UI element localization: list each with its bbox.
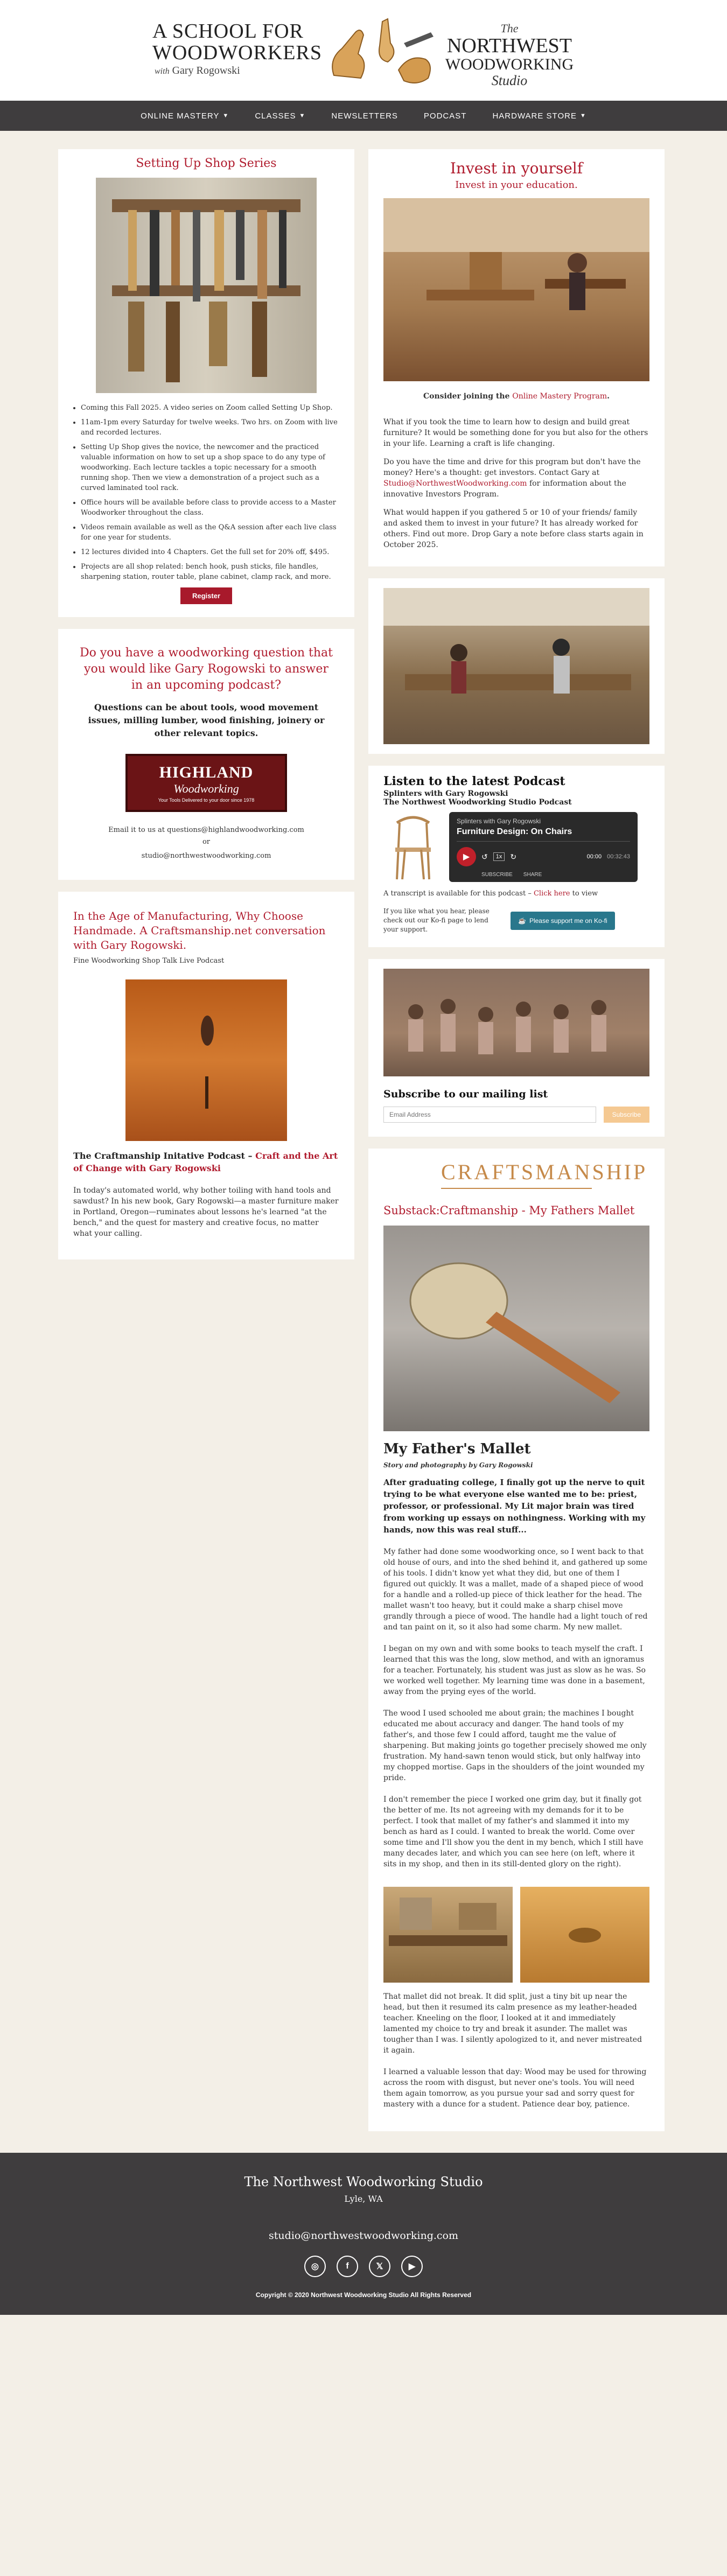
craftsmanship-body: In today's automated world, why bother toiling with hand tools and sawdust? In his new book, Gary Rogowski—a master furniture maker in Portland, Oregon—ruminates about lessons he's learned "at the bench," and the quest for mastery and creative focus, no matter what your calling. — [73, 1186, 339, 1238]
subscribe-link[interactable]: SUBSCRIBE — [481, 872, 513, 878]
question-or: or — [202, 838, 211, 846]
article-lead: After graduating college, I finally got up the nerve to quit trying to be what everyone else wanted me to be: priest, professor, or professional. My Lit major brain was tired from working up essays on nothingness. Working with my hands, now this was real stuff... — [383, 1478, 646, 1535]
list-item: • Videos remain available as well as the Q&A session after each live class for one year for students. — [81, 522, 339, 543]
chevron-down-icon: ▼ — [222, 113, 229, 119]
setup-shop-card — [58, 149, 354, 617]
article-paragraph: That mallet did not break. It did split, just a tiny bit up near the head, but then it resumed its calm presence as my leather-headed teacher. Kneeling on the floor, I looked at it and immediately lamented my choice to try and break it asunder. The mallet was tougher than I was. I silently apologized to it, and never mistreated it again. — [383, 1992, 642, 2055]
invest-paragraph-3: What would happen if you gathered 5 or 10 of your friends/ family and asked them to invest in your future? It has already worked for others. Find out more. Drop Gary a note before class starts again in October 2025. — [383, 508, 644, 549]
latest-podcast-card — [368, 766, 665, 947]
support-text: If you like what you hear, please check out our Ko-fi page to lend your support. — [383, 907, 490, 933]
podcast-show-name: Splinters with Gary Rogowski — [383, 789, 508, 798]
coffee-cup-icon: ☕ — [518, 916, 526, 925]
consider-line: Consider joining the Online Mastery Program. — [423, 392, 610, 401]
social-links — [0, 2256, 727, 2277]
nav-hardware-store[interactable]: HARDWARE STORE ▼ — [492, 111, 586, 121]
chevron-down-icon: ▼ — [299, 113, 306, 119]
tool-rack-image — [96, 178, 317, 393]
logo-northwest: NORTHWEST — [446, 34, 572, 57]
logo-line1: A SCHOOL FOR — [152, 20, 304, 43]
list-item: • Setting Up Shop gives the novice, the newcomer and the practiced valuable information on how to set up a shop space to do any type of woodworking. Each lecture tackles a topic necessary for a smooth running shop. Then we view a demonstration of a project such as a curved laminated tool rack. — [81, 442, 339, 493]
craftsmanship-caption: The Craftmanship Initative Podcast – Craft and the Art of Change with Gary Rogowski — [73, 1151, 338, 1173]
craftsmanship-podcast-title[interactable]: In the Age of Manufacturing, Why Choose Handmade. A Craftsmanship.net conversation with Gary Rogowski. — [73, 909, 326, 951]
article-paragraph: I began on my own and with some books to teach myself the craft. I learned that this was the long, slow method, and with an ignoramus for a teacher. Fortunately, his student was just as slow as he was. So we worked well together. My learning time was done in a basement, away from the prying eyes of the world. — [383, 1644, 646, 1696]
question-card — [58, 629, 354, 880]
logo-line3: with Gary Rogowski — [155, 65, 240, 76]
forward-icon[interactable]: ↻ — [510, 852, 517, 861]
setup-shop-title: Setting Up Shop Series — [136, 157, 277, 170]
instagram-icon[interactable]: ◎ — [304, 2256, 326, 2277]
logo-the: The — [500, 22, 519, 35]
craftsmanship-logo: CRAFTSMANSHIP — [441, 1159, 592, 1189]
invest-paragraph-1: What if you took the time to learn how to design and build great furniture? It would be something done for you but also for the others in your life. Learning a craft is life changing. — [383, 418, 648, 448]
twitter-icon[interactable]: 𝕏 — [369, 2256, 390, 2277]
list-item: • 12 lectures divided into 4 Chapters. Get the full set for 20% off, $495. — [81, 547, 339, 557]
article-title: My Father's Mallet — [383, 1441, 531, 1457]
article-byline: Story and photography by Gary Rogowski — [383, 1461, 533, 1469]
hands-illustration — [318, 11, 442, 92]
workshop-classroom-image — [383, 588, 649, 744]
copyright: Copyright © 2020 Northwest Woodworking Studio All Rights Reserved — [255, 2291, 472, 2299]
bench-shop-image — [383, 1887, 513, 1983]
workshop-photo-card — [368, 578, 665, 754]
kofi-button[interactable]: ☕ Please support me on Ko-fi — [511, 912, 615, 930]
right-column — [368, 149, 665, 2131]
subscribe-button[interactable]: Subscribe — [604, 1107, 649, 1123]
podcast-studio-name: The Northwest Woodworking Studio Podcast — [383, 798, 572, 807]
chair-image — [383, 812, 443, 882]
article-paragraph: I don't remember the piece I worked one grim day, but it finally got the better of me. Its not agreeing with my demands for it to be perfect. I took that mallet of my father's and slammed it into my bench as hard as I could. I wanted to break the world. Come over some time and I'll show you the dent in my bench, which I still have many decades later, and which you can see here (on left, where it sits in my shop, and then in its still-dented glory on the right). — [383, 1795, 644, 1868]
craft-and-art-link[interactable]: Craft and the Art of Change with Gary Rogowski — [73, 1151, 338, 1173]
site-header — [0, 0, 727, 101]
facebook-icon[interactable]: f — [337, 2256, 358, 2277]
main-nav — [0, 101, 727, 131]
workshop-students-image — [383, 198, 649, 381]
school-logo[interactable] — [152, 20, 322, 77]
time-total: 00:32:43 — [607, 853, 630, 860]
article-paragraph: My father had done some woodworking once, so I went back to that old house of ours, and into the shed behind it, and gathered up some of his tools. I didn't know yet what they did, but one of them I figured out quickly. It was a mallet, made of a shaped piece of wood for a handle and a rolled-up piece of thick leather for the head. The mallet wasn't too heavy, but it could make a sharp chisel move grandly through a piece of wood. The handle had a light touch of red and tan paint on it, so it also had some charm. My new mallet. — [383, 1548, 648, 1632]
list-item: • 11am-1pm every Saturday for twelve weeks. Two hrs. on Zoom with live and recorded lectures. — [81, 417, 339, 438]
podcast-player[interactable] — [449, 812, 638, 882]
logo-studio: Studio — [491, 73, 528, 88]
list-item: • Projects are all shop related: bench hook, push sticks, file handles, sharpening station, router table, plane cabinet, clamp rack, and more. — [81, 562, 339, 582]
question-subtitle: Questions can be about tools, wood movement issues, milling lumber, wood finishing, joinery or other relevant topics. — [88, 702, 325, 738]
craftsmanship-podcast-card — [58, 892, 354, 1259]
site-footer — [0, 2153, 727, 2315]
nav-online-mastery[interactable]: ONLINE MASTERY ▼ — [141, 111, 229, 121]
bench-dent-image — [520, 1887, 649, 1983]
player-show: Splinters with Gary Rogowski — [457, 817, 541, 825]
nav-newsletters[interactable]: NEWSLETTERS — [331, 111, 398, 121]
substack-card — [368, 1149, 665, 2131]
rewind-icon[interactable]: ↺ — [481, 852, 488, 861]
logo-line2: WOODWORKERS — [152, 41, 322, 64]
email-field[interactable] — [383, 1107, 596, 1123]
highland-woodworking-logo[interactable]: HIGHLAND Woodworking Your Tools Delivered to your door since 1978 — [125, 754, 287, 812]
play-button[interactable]: ▶ — [457, 847, 476, 866]
online-mastery-link[interactable]: Online Mastery Program — [512, 392, 607, 401]
speed-button[interactable]: 1x — [493, 852, 505, 861]
share-link[interactable]: SHARE — [523, 872, 542, 878]
craftsmanship-podcast-subtitle: Fine Woodworking Shop Talk Live Podcast — [73, 957, 225, 965]
list-item: • Coming this Fall 2025. A video series on Zoom called Setting Up Shop. — [81, 403, 339, 413]
question-title: Do you have a woodworking question that you would like Gary Rogowski to answer in an upcoming podcast? — [80, 646, 333, 692]
invest-paragraph-2: Do you have the time and drive for this program but don't have the money? Here's a thought: get investors. Contact Gary at Studio@NorthwestWoodworking.com for information about the innovative Investors Program. — [383, 458, 641, 499]
latest-podcast-title: Listen to the latest Podcast — [383, 774, 565, 788]
invest-subtitle: Invest in your education. — [455, 179, 578, 191]
invest-title: Invest in yourself — [450, 159, 583, 177]
nav-podcast[interactable]: PODCAST — [423, 111, 467, 121]
transcript-line: A transcript is available for this podcast – Click here to view — [383, 890, 598, 898]
studio-logo[interactable] — [445, 22, 574, 88]
register-button[interactable]: Register — [180, 587, 232, 604]
logo-woodworking: WOODWORKING — [445, 55, 574, 73]
mailing-list-card — [368, 959, 665, 1137]
class-group-image — [383, 969, 649, 1076]
chevron-down-icon: ▼ — [579, 113, 586, 119]
nav-classes[interactable]: CLASSES ▼ — [255, 111, 306, 121]
player-episode: Furniture Design: On Chairs — [457, 827, 572, 836]
footer-location: Lyle, WA — [344, 2194, 383, 2204]
setup-shop-list — [81, 403, 339, 582]
studio-email-link[interactable]: studio@northwestwoodworking.com — [141, 852, 271, 860]
invest-card — [368, 149, 665, 566]
wooden-door-image — [125, 979, 287, 1141]
list-item: • Office hours will be available before class to provide access to a Master Woodworker throughout the class. — [81, 498, 339, 518]
footer-email-link[interactable]: studio@northwestwoodworking.com — [268, 2230, 459, 2242]
question-email-line: Email it to us at questions@highlandwoodworking.com — [108, 826, 304, 834]
mallet-image — [383, 1226, 649, 1431]
footer-title: The Northwest Woodworking Studio — [244, 2174, 483, 2189]
mailing-list-title: Subscribe to our mailing list — [383, 1088, 548, 1100]
article-paragraph: The wood I used schooled me about grain; the machines I bought educated me about accuracy and danger. The hand tools of my father's, and those few I could afford, taught me the value of sharpening. But making joints go together precisely showed me only frustration. My hand-sawn tenon would stick, but only halfway into my chopped mortise. Gaps in the shoulders of the joint wounded my pride. — [383, 1709, 647, 1782]
studio-email-link[interactable]: Studio@NorthwestWoodworking.com — [383, 479, 527, 488]
time-current: 00:00 — [586, 853, 602, 860]
substack-title[interactable]: Substack:Craftmanship - My Fathers Mallet — [383, 1204, 635, 1217]
left-column — [58, 149, 354, 2131]
article-paragraph: I learned a valuable lesson that day: Wood may be used for throwing across the room with disgust, but never one's tools. You will need them again tomorrow, as you pursue your sad and sorry quest for mastery with a dunce for a student. Patience dear boy, patience. — [383, 2068, 647, 2109]
youtube-icon[interactable]: ▶ — [401, 2256, 423, 2277]
transcript-link[interactable]: Click here — [533, 890, 570, 898]
